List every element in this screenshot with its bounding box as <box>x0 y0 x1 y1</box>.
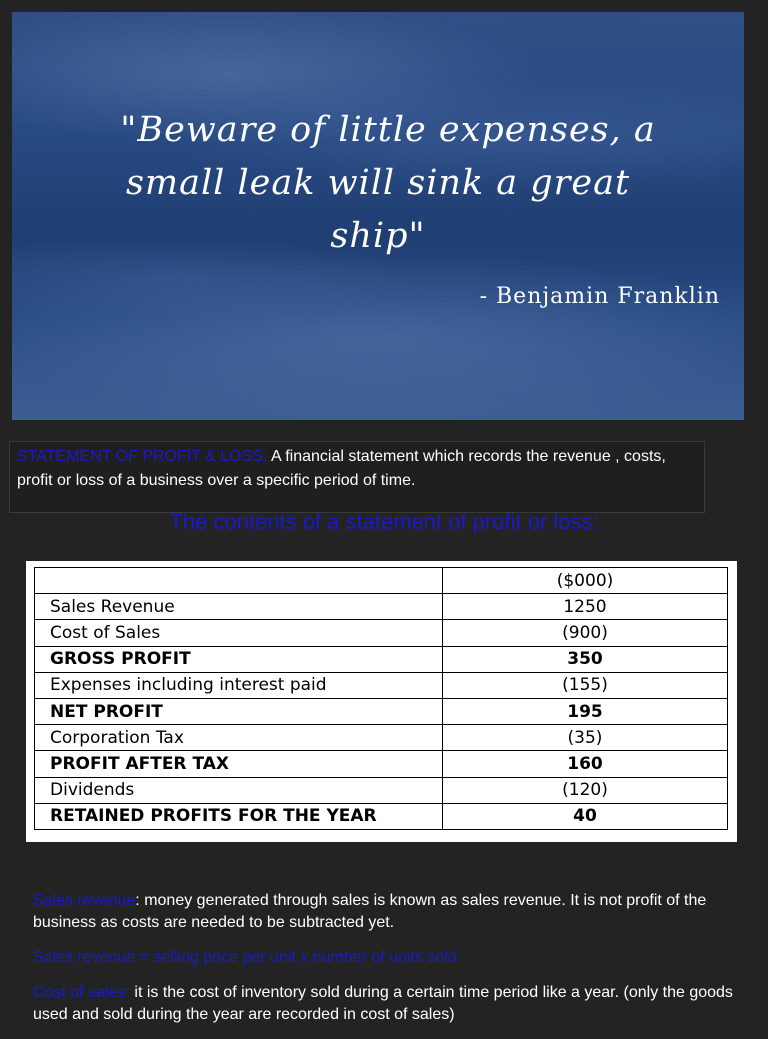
row-value: (900) <box>443 620 728 646</box>
row-value: 1250 <box>443 594 728 620</box>
definition-term: STATEMENT OF PROFIT & LOSS: <box>17 448 268 465</box>
quote-author: - Benjamin Franklin <box>479 284 720 309</box>
table-row <box>35 646 728 672</box>
definition-box <box>9 441 705 513</box>
notes-section <box>33 890 733 1039</box>
table-row <box>35 777 728 803</box>
profit-loss-table-card <box>26 561 737 842</box>
cost-of-sales-note <box>33 982 733 1026</box>
quote-banner <box>12 12 744 420</box>
table-row <box>35 698 728 724</box>
row-label: Cost of Sales <box>35 620 443 646</box>
definition-text: A financial statement which records the revenue , costs, profit or loss of a business over a specific period of time. <box>17 448 666 489</box>
cost-of-sales-text: it is the cost of inventory sold during a certain time period like a year. (only the goods used and sold during the year are recorded in cost of sales) <box>33 984 733 1023</box>
row-label: NET PROFIT <box>35 698 443 724</box>
row-label: Dividends <box>35 777 443 803</box>
sales-revenue-text: : money generated through sales is known as sales revenue. It is not profit of the business as costs are needed to be subtracted yet. <box>33 892 707 931</box>
table-row <box>35 594 728 620</box>
row-label: PROFIT AFTER TAX <box>35 751 443 777</box>
row-value: 195 <box>443 698 728 724</box>
row-label: Expenses including interest paid <box>35 672 443 698</box>
table-row <box>35 751 728 777</box>
section-subheading: The contents of a statement of profit or loss: <box>169 509 599 534</box>
table-row <box>35 725 728 751</box>
quote-line-2: small leak will sink a great <box>125 163 631 203</box>
quote-text <box>12 104 744 263</box>
table-row <box>35 672 728 698</box>
row-value: 160 <box>443 751 728 777</box>
quote-line-3: ship" <box>330 216 426 256</box>
row-value: (120) <box>443 777 728 803</box>
row-label: Sales Revenue <box>35 594 443 620</box>
row-label: RETAINED PROFITS FOR THE YEAR <box>35 803 443 829</box>
row-label: GROSS PROFIT <box>35 646 443 672</box>
row-label: Corporation Tax <box>35 725 443 751</box>
sales-revenue-formula: Sales revenue = selling price per unit x number of units sold. <box>33 949 462 966</box>
sales-revenue-term: Sales revenue <box>33 892 136 909</box>
table-row <box>35 620 728 646</box>
table-row <box>35 803 728 829</box>
header-label-cell <box>35 568 443 594</box>
table-header-row <box>35 568 728 594</box>
row-value: (35) <box>443 725 728 751</box>
cost-of-sales-term: Cost of sales: <box>33 984 130 1001</box>
header-value-cell: ($000) <box>443 568 728 594</box>
quote-line-1: "Beware of little expenses, a <box>120 110 656 150</box>
sales-revenue-note <box>33 890 733 934</box>
row-value: 40 <box>443 803 728 829</box>
row-value: 350 <box>443 646 728 672</box>
row-value: (155) <box>443 672 728 698</box>
profit-loss-table <box>34 567 728 830</box>
